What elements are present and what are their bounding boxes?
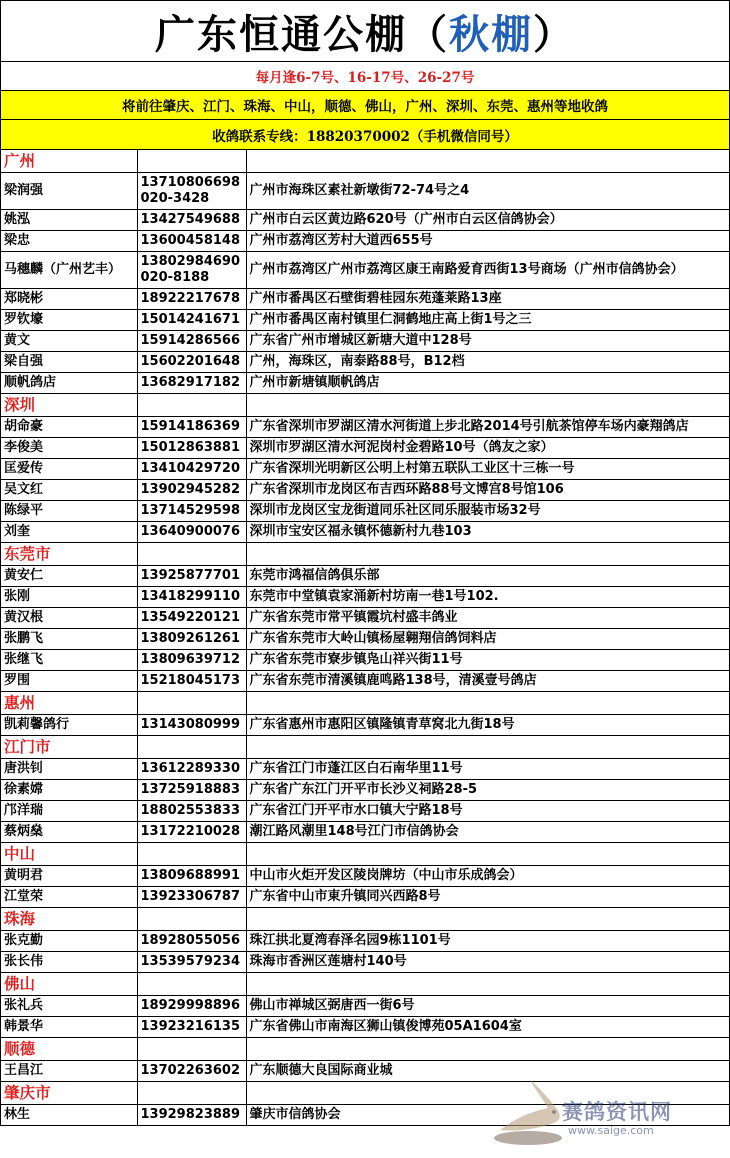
collector-phone: 13923216135 (137, 1017, 246, 1038)
collector-name: 黄明君 (1, 866, 137, 887)
region-label: 佛山 (1, 973, 137, 996)
empty-cell (137, 1038, 246, 1061)
empty-cell (137, 543, 246, 566)
collector-name: 张鹏飞 (1, 629, 137, 650)
collector-name: 陈绿平 (1, 501, 137, 522)
table-row (1, 459, 730, 480)
empty-cell (137, 394, 246, 417)
phone-mobile: 13710806698 (140, 175, 240, 190)
table-row (1, 952, 730, 973)
table-row (1, 608, 730, 629)
collector-name: 凯莉馨鸽行 (1, 715, 137, 736)
collection-hotline: 收鸽联系专线：18820370002（手机微信同号） (1, 120, 730, 150)
collector-name: 韩景华 (1, 1017, 137, 1038)
table-row (1, 417, 730, 438)
collector-name: 黄汉根 (1, 608, 137, 629)
collector-phone: 13725918883 (137, 780, 246, 801)
collector-table (1, 150, 730, 1126)
collector-name: 王昌江 (1, 1061, 137, 1082)
section-header (1, 1038, 730, 1061)
collector-name: 梁自强 (1, 352, 137, 373)
table-row (1, 252, 730, 289)
collector-name: 江堂荣 (1, 887, 137, 908)
collector-name: 唐洪钊 (1, 759, 137, 780)
collector-phone: 13929823889 (137, 1105, 246, 1126)
table-row (1, 210, 730, 231)
collector-phone: 13702263602 (137, 1061, 246, 1082)
collector-name: 郑晓彬 (1, 289, 137, 310)
empty-cell (246, 1038, 730, 1061)
watermark-url: www.saige.com (568, 1124, 654, 1137)
collector-phone: 13600458148 (137, 231, 246, 252)
collector-name: 林生 (1, 1105, 137, 1126)
collector-name: 刘奎 (1, 522, 137, 543)
empty-cell (137, 1082, 246, 1105)
collector-phone: 15218045173 (137, 671, 246, 692)
region-label: 深圳 (1, 394, 137, 417)
table-row (1, 780, 730, 801)
collector-phone: 15914286566 (137, 331, 246, 352)
collector-address: 肇庆市信鸽协会 (246, 1105, 730, 1126)
table-row (1, 331, 730, 352)
table-row (1, 629, 730, 650)
table-row (1, 501, 730, 522)
table-row (1, 1061, 730, 1082)
empty-cell (137, 843, 246, 866)
collector-name: 胡命豪 (1, 417, 137, 438)
empty-cell (137, 150, 246, 173)
collector-phone: 13809639712 (137, 650, 246, 671)
collector-phone: 13925877701 (137, 566, 246, 587)
collector-name: 张长伟 (1, 952, 137, 973)
collector-name: 黄文 (1, 331, 137, 352)
empty-cell (246, 1082, 730, 1105)
collector-phone: 18929998896 (137, 996, 246, 1017)
collector-phone: 13902945282 (137, 480, 246, 501)
watermark-text: 赛鸽资讯网 (562, 1100, 672, 1124)
collector-phone: 13714529598 (137, 501, 246, 522)
section-header (1, 692, 730, 715)
collector-name: 吴文红 (1, 480, 137, 501)
collector-name: 蔡炳燊 (1, 822, 137, 843)
collector-name: 梁润强 (1, 173, 137, 210)
table-row (1, 310, 730, 331)
collector-name: 罗钦壕 (1, 310, 137, 331)
table-row (1, 996, 730, 1017)
collector-address: 广州市番禺区石壁街碧桂园东苑蓬莱路13座 (246, 289, 730, 310)
collector-address: 珠海市香洲区莲塘村140号 (246, 952, 730, 973)
collector-name: 张礼兵 (1, 996, 137, 1017)
collector-name: 匡爱传 (1, 459, 137, 480)
title-close: ） (533, 10, 575, 58)
collector-phone: 13549220121 (137, 608, 246, 629)
collector-address: 潮江路风潮里148号江门市信鸽协会 (246, 822, 730, 843)
empty-cell (246, 908, 730, 931)
empty-cell (246, 692, 730, 715)
section-header (1, 394, 730, 417)
collector-address: 深圳市罗湖区清水河泥岗村金碧路10号（鸽友之家） (246, 438, 730, 459)
region-label: 广州 (1, 150, 137, 173)
collector-address: 广东省广州市增城区新塘大道中128号 (246, 331, 730, 352)
collector-address: 广东省江门市蓬江区白石南华里11号 (246, 759, 730, 780)
table-row (1, 1105, 730, 1126)
collector-phone: 13612289330 (137, 759, 246, 780)
collector-phone: 18922217678 (137, 289, 246, 310)
collector-name: 张克勤 (1, 931, 137, 952)
collection-dates: 每月逢6-7号、16-17号、26-27号 (1, 62, 730, 91)
collector-phone: 18802553833 (137, 801, 246, 822)
collection-routes: 将前往肇庆、江门、珠海、中山，顺德、佛山，广州、深圳、东莞、惠州等地收鸽 (1, 91, 730, 120)
collector-address: 东莞市中堂镇袁家涌新村坊南一巷1号102. (246, 587, 730, 608)
collector-address: 广东省江门开平市水口镇大宁路18号 (246, 801, 730, 822)
empty-cell (137, 692, 246, 715)
table-row (1, 566, 730, 587)
collector-address: 广东省佛山市南海区狮山镇俊博苑05A1604室 (246, 1017, 730, 1038)
collector-address: 广东顺德大良国际商业城 (246, 1061, 730, 1082)
collector-phone: 18928055056 (137, 931, 246, 952)
collector-address: 广东省惠州市惠阳区镇隆镇青草窝北九街18号 (246, 715, 730, 736)
collector-phone: 13640900076 (137, 522, 246, 543)
collector-name: 姚泓 (1, 210, 137, 231)
collector-address: 广东省深圳市罗湖区清水河街道上步北路2014号引航茶馆停车场内豪翔鸽店 (246, 417, 730, 438)
section-header (1, 908, 730, 931)
section-header (1, 843, 730, 866)
section-header (1, 543, 730, 566)
phone-landline: 020-8188 (140, 270, 210, 285)
collector-name: 罗围 (1, 671, 137, 692)
collector-name: 邝洋瑞 (1, 801, 137, 822)
empty-cell (246, 736, 730, 759)
region-label: 惠州 (1, 692, 137, 715)
collector-address: 广州，海珠区，南泰路88号，B12档 (246, 352, 730, 373)
empty-cell (246, 150, 730, 173)
collector-phone (137, 252, 246, 289)
region-label: 肇庆市 (1, 1082, 137, 1105)
region-label: 顺德 (1, 1038, 137, 1061)
collector-phone (137, 173, 246, 210)
collector-address: 广东省深圳光明新区公明上村第五联队工业区十三栋一号 (246, 459, 730, 480)
collector-name: 黄安仁 (1, 566, 137, 587)
region-label: 江门市 (1, 736, 137, 759)
collector-address: 东莞市鸿福信鸽俱乐部 (246, 566, 730, 587)
collector-phone: 13427549688 (137, 210, 246, 231)
table-row (1, 373, 730, 394)
table-row (1, 173, 730, 210)
collector-phone: 13410429720 (137, 459, 246, 480)
collector-phone: 13143080999 (137, 715, 246, 736)
collector-phone: 13809688991 (137, 866, 246, 887)
collector-address: 广州市白云区黄边路620号（广州市白云区信鸽协会） (246, 210, 730, 231)
collector-address: 广州市新塘镇顺帆鸽店 (246, 373, 730, 394)
collector-name: 徐素嫦 (1, 780, 137, 801)
empty-cell (246, 543, 730, 566)
page-title (1, 1, 730, 62)
table-row (1, 759, 730, 780)
collector-address: 广东省中山市東升镇同兴西路8号 (246, 887, 730, 908)
table-row (1, 1017, 730, 1038)
collector-address: 广东省东莞市大岭山镇杨屋翱翔信鸽饲料店 (246, 629, 730, 650)
table-row (1, 715, 730, 736)
collector-name: 马穗麟（广州艺丰） (1, 252, 137, 289)
table-row (1, 587, 730, 608)
collector-address: 广东省深圳市龙岗区布吉西环路88号文博宫8号馆106 (246, 480, 730, 501)
collector-name: 李俊美 (1, 438, 137, 459)
region-label: 中山 (1, 843, 137, 866)
table-row (1, 480, 730, 501)
collector-address: 广州市海珠区素社新墩街72-74号之4 (246, 173, 730, 210)
collector-name: 顺帆鸽店 (1, 373, 137, 394)
title-main: 广东恒通公棚（ (155, 10, 449, 58)
collector-address: 广州市荔湾区广州市荔湾区康王南路爱育西街13号商场（广州市信鸽协会） (246, 252, 730, 289)
table-row (1, 671, 730, 692)
collector-phone: 13172210028 (137, 822, 246, 843)
collector-phone: 15014241671 (137, 310, 246, 331)
collector-name: 梁忠 (1, 231, 137, 252)
title-highlight: 秋棚 (449, 10, 533, 58)
collector-phone: 13809261261 (137, 629, 246, 650)
empty-cell (137, 908, 246, 931)
table-row (1, 522, 730, 543)
section-header (1, 1082, 730, 1105)
collector-address: 佛山市禅城区弼唐西一街6号 (246, 996, 730, 1017)
collector-address: 广东省广东江门开平市长沙义祠路28-5 (246, 780, 730, 801)
empty-cell (246, 973, 730, 996)
collector-address: 广州市荔湾区芳村大道西655号 (246, 231, 730, 252)
section-header (1, 973, 730, 996)
table-row (1, 352, 730, 373)
empty-cell (246, 843, 730, 866)
collector-phone: 15914186369 (137, 417, 246, 438)
collector-address: 广东省东莞市常平镇霞坑村盛丰鸽业 (246, 608, 730, 629)
collector-phone: 15012863881 (137, 438, 246, 459)
table-row (1, 801, 730, 822)
collector-phone: 13923306787 (137, 887, 246, 908)
table-row (1, 650, 730, 671)
collector-address: 珠江拱北夏湾春泽名园9栋1101号 (246, 931, 730, 952)
collector-address: 广州市番禺区南村镇里仁洞鹤地庄高上街1号之三 (246, 310, 730, 331)
collector-address: 深圳市宝安区福永镇怀德新村九巷103 (246, 522, 730, 543)
table-row (1, 866, 730, 887)
collector-name: 张继飞 (1, 650, 137, 671)
phone-landline: 020-3428 (140, 191, 210, 206)
region-label: 东莞市 (1, 543, 137, 566)
table-row (1, 931, 730, 952)
collector-address: 广东省东莞市寮步镇凫山祥兴街11号 (246, 650, 730, 671)
table-row (1, 887, 730, 908)
collector-phone: 13418299110 (137, 587, 246, 608)
empty-cell (246, 394, 730, 417)
collector-name: 张刚 (1, 587, 137, 608)
section-header (1, 150, 730, 173)
region-label: 珠海 (1, 908, 137, 931)
collector-address: 中山市火炬开发区陵岗牌坊（中山市乐成鸽会） (246, 866, 730, 887)
collector-phone: 13682917182 (137, 373, 246, 394)
collector-address: 广东省东莞市清溪镇鹿鸣路138号，清溪壹号鸽店 (246, 671, 730, 692)
table-row (1, 289, 730, 310)
table-row (1, 231, 730, 252)
collector-address: 深圳市龙岗区宝龙街道同乐社区同乐服装市场32号 (246, 501, 730, 522)
empty-cell (137, 736, 246, 759)
table-row (1, 438, 730, 459)
phone-mobile: 13802984690 (140, 254, 240, 269)
collector-phone: 15602201648 (137, 352, 246, 373)
table-row (1, 822, 730, 843)
section-header (1, 736, 730, 759)
collector-phone: 13539579234 (137, 952, 246, 973)
empty-cell (137, 973, 246, 996)
